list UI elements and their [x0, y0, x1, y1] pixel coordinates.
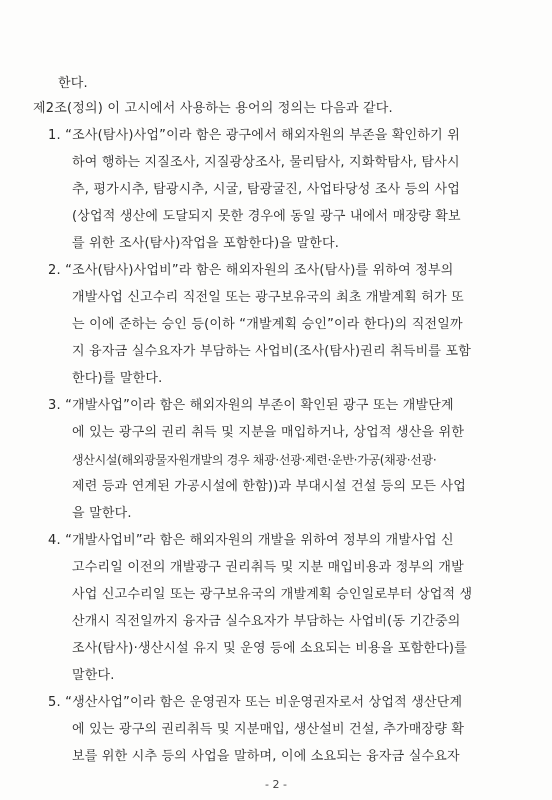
text-line: 사업 신고수리일 또는 광구보유국의 개발계획 승인일로부터 상업적 생	[72, 587, 473, 602]
text-line: 제련 등과 연계된 가공시설에 한함))과 부대시설 건설 등의 모든 사업	[72, 479, 467, 494]
page-number: - 2 -	[265, 778, 287, 791]
text-line: 한다.	[58, 76, 88, 91]
article-heading: 제2조(정의) 이 고시에서 사용하는 용어의 정의는 다음과 같다.	[33, 101, 393, 116]
text-line: 을 말한다.	[72, 506, 132, 521]
text-line: 말한다.	[72, 668, 115, 683]
text-line: 하여 행하는 지질조사, 지질광상조사, 물리탐사, 지화학탐사, 탐사시	[72, 155, 460, 170]
text-line: 보를 위한 시추 등의 사업을 말하며, 이에 소요되는 융자금 실수요자	[72, 749, 460, 764]
definition-item-3: 3. “개발사업”이라 함은 해외자원의 부존이 확인된 광구 또는 개발단계	[48, 398, 454, 413]
text-line: 조사(탐사)·생산시설 유지 및 운영 등에 소요되는 비용을 포함한다)를	[72, 641, 467, 656]
definition-item-1: 1. “조사(탐사)사업”이라 함은 광구에서 해외자원의 부존을 확인하기 위	[48, 128, 461, 143]
text-line: 산개시 직전일까지 융자금 실수요자가 부담하는 사업비(동 기간중의	[72, 614, 461, 629]
text-line: 개발사업 신고수리 직전일 또는 광구보유국의 최초 개발계획 허가 또	[72, 290, 464, 305]
definition-item-4: 4. “개발사업비”라 함은 해외자원의 개발을 위하여 정부의 개발사업 신	[48, 533, 454, 548]
definition-item-2: 2. “조사(탐사)사업비”라 함은 해외자원의 조사(탐사)를 위하여 정부의	[48, 263, 454, 278]
text-line: 생산시설(해외광물자원개발의 경우 채광·선광·제련·운반·가공(채광·선광·	[72, 453, 437, 467]
text-line: (상업적 생산에 도달되지 못한 경우에 동일 광구 내에서 매장량 확보	[72, 209, 461, 224]
text-line: 는 이에 준하는 승인 등(이하 “개발계획 승인”이라 한다)의 직전일까	[72, 317, 463, 332]
text-line: 추, 평가시추, 탐광시추, 시굴, 탐광굴진, 사업타당성 조사 등의 사업	[72, 182, 461, 197]
text-line: 를 위한 조사(탐사)작업을 포함한다)을 말한다.	[72, 236, 340, 251]
text-line: 고수리일 이전의 개발광구 권리취득 및 지분 매입비용과 정부의 개발	[72, 560, 464, 575]
text-line: 에 있는 광구의 권리 취득 및 지분을 매입하거나, 상업적 생산을 위한	[72, 425, 465, 440]
text-line: 에 있는 광구의 권리취득 및 지분매입, 생산설비 건설, 추가매장량 확	[72, 722, 465, 737]
text-line: 한다)를 말한다.	[72, 371, 163, 386]
definition-item-5: 5. “생산사업”이라 함은 운영권자 또는 비운영권자로서 상업적 생산단계	[48, 695, 463, 710]
text-line: 지 융자금 실수요자가 부담하는 사업비(조사(탐사)권리 취득비를 포함	[72, 344, 472, 359]
